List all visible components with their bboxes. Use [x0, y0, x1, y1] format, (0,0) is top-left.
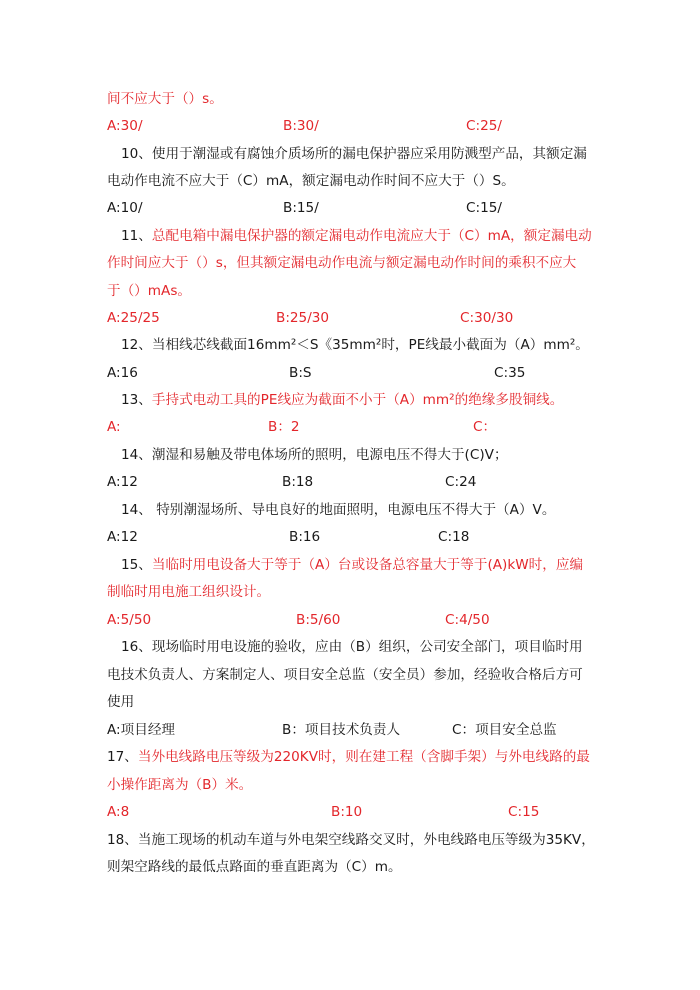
question-11-line	[121, 227, 592, 245]
question-16-line: 使用	[107, 694, 135, 710]
question-11-line: 于（）mAs。	[107, 283, 191, 299]
question-11-line: 作时间应大于（）s，但其额定漏电动作电流与额定漏电动作时间的乘积不应大	[107, 255, 577, 271]
question-text: 手持式电动工具的PE线应为截面不小于（A）mm²的绝缘多股铜线。	[151, 392, 564, 408]
option-c: C:24	[445, 474, 477, 490]
question-text: 当临时用电设备大于等于（A）台或设备总容量大于等于(A)kW时，应编	[151, 557, 584, 573]
option-c: C:30/30	[460, 310, 514, 326]
question-15-line	[121, 556, 583, 574]
question-18-line: 则架空路线的最低点路面的垂直距离为（C）m。	[107, 859, 402, 875]
option-a: A:8	[107, 804, 130, 820]
option-c: C:15	[508, 804, 540, 820]
option-a: A:30/	[107, 118, 143, 134]
option-a: A:	[107, 419, 121, 435]
question-text: 总配电箱中漏电保护器的额定漏电动作电流应大于（C）mA，额定漏电动	[151, 228, 592, 244]
option-c: C:35	[494, 365, 526, 381]
question-12-line: 12、当相线芯线截面16mm²＜S《35mm²时，PE线最小截面为（A）mm²。	[121, 337, 589, 353]
question-14-line: 14、潮湿和易触及带电体场所的照明，电源电压不得大于(C)V；	[121, 447, 508, 463]
question-13-line	[121, 391, 563, 409]
option-c: C:15/	[466, 200, 502, 216]
option-b: B：项目技术负责人	[282, 722, 401, 738]
option-b: B:25/30	[276, 310, 330, 326]
option-a: A:16	[107, 365, 138, 381]
question-17-line: 小操作距离为（B）米。	[107, 777, 253, 793]
question-17-line	[107, 748, 590, 766]
question-14b-line: 14、 特别潮湿场所、导电良好的地面照明，电源电压不得大于（A）V。	[121, 502, 556, 518]
option-a: A:25/25	[107, 310, 160, 326]
option-c: C:25/	[466, 118, 502, 134]
question-16-line: 电技术负责人、方案制定人、项目安全总监（安全员）参加，经验收合格后方可	[107, 667, 583, 683]
option-b: B:16	[289, 529, 321, 545]
question-number: 11、	[121, 228, 152, 244]
question-9-tail: 间不应大于（）s。	[107, 91, 223, 107]
option-c: C:4/50	[445, 612, 490, 628]
option-b: B:10	[331, 804, 363, 820]
option-b: B:S	[289, 365, 312, 381]
question-number: 17、	[107, 749, 138, 765]
option-b: B:18	[282, 474, 314, 490]
question-number: 15、	[121, 557, 152, 573]
question-10-line: 电动作电流不应大于（C）mA，额定漏电动作时间不应大于（）S。	[107, 173, 515, 189]
option-a: A:10/	[107, 200, 143, 216]
question-18-line: 18、当施工现场的机动车道与外电架空线路交叉时，外电线路电压等级为35KV，	[107, 832, 595, 848]
option-a: A:项目经理	[107, 722, 176, 738]
question-number: 13、	[121, 392, 152, 408]
option-b: B：2	[268, 419, 300, 435]
option-c: C：项目安全总监	[452, 722, 557, 738]
option-b: B:30/	[283, 118, 319, 134]
option-a: A:12	[107, 529, 138, 545]
question-text: 当外电线路电压等级为220KV时，则在建工程（含脚手架）与外电线路的最	[137, 749, 590, 765]
option-c: C：	[473, 419, 497, 435]
question-16-line: 16、现场临时用电设施的验收，应由（B）组织，公司安全部门，项目临时用	[121, 639, 583, 655]
option-b: B:5/60	[296, 612, 341, 628]
question-10-line: 10、使用于潮湿或有腐蚀介质场所的漏电保护器应采用防溅型产品，其额定漏	[121, 146, 587, 162]
option-c: C:18	[438, 529, 470, 545]
option-a: A:12	[107, 474, 138, 490]
option-b: B:15/	[283, 200, 319, 216]
question-15-line: 制临时用电施工组织设计。	[107, 584, 271, 600]
option-a: A:5/50	[107, 612, 152, 628]
